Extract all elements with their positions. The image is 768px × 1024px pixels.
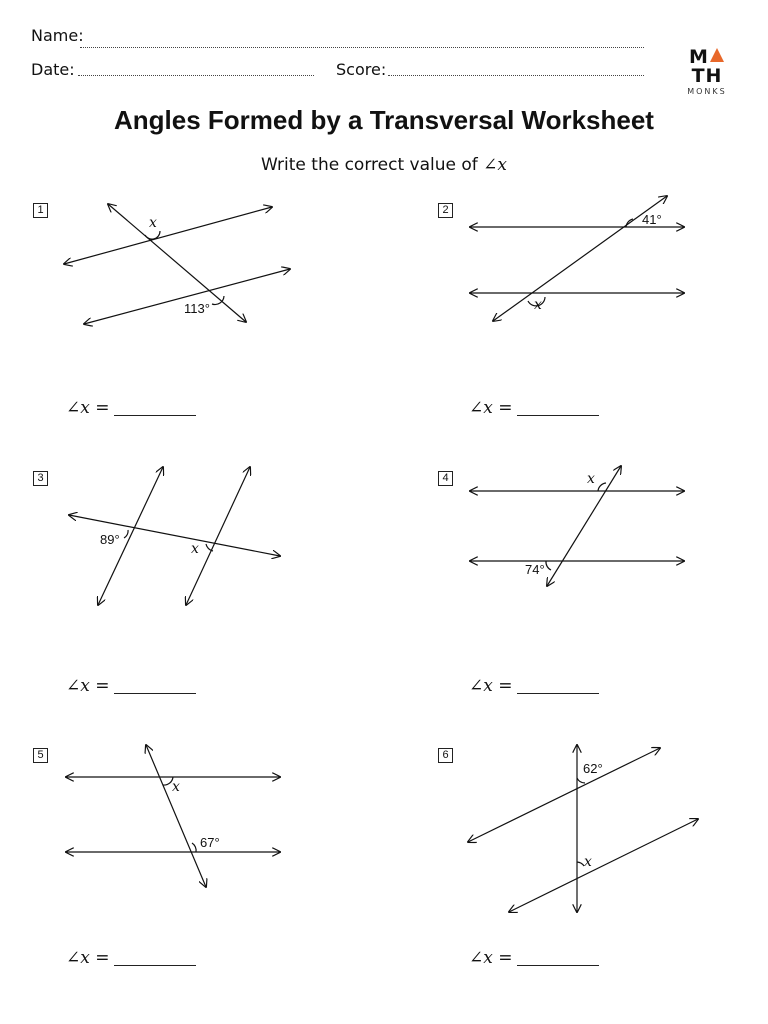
- answer-4: [469, 676, 599, 696]
- problem-4-figure: [470, 466, 684, 586]
- problem-number-1: 1: [33, 203, 48, 218]
- p4-label-x: x: [587, 471, 595, 487]
- problem-number-4: 4: [438, 471, 453, 486]
- answer-3: [66, 676, 196, 696]
- answer-4-eq: =: [492, 676, 513, 696]
- p5-label-given: 67°: [200, 835, 220, 850]
- logo-text-right: TH: [691, 65, 723, 87]
- answer-5-angle: ∠: [66, 948, 81, 968]
- answer-4-var: x: [483, 676, 493, 696]
- answer-5: [66, 948, 196, 968]
- p4-angle-arc-74: [546, 561, 551, 570]
- problem-number-2: 2: [438, 203, 453, 218]
- problem-1-figure: [64, 204, 290, 324]
- p6-label-given: 62°: [583, 761, 603, 776]
- answer-2-angle: ∠: [469, 398, 484, 418]
- logo-subtitle: MONKS: [687, 87, 727, 96]
- instruction-text: Write the correct value of: [261, 155, 478, 175]
- answer-4-blank[interactable]: [517, 693, 599, 694]
- answer-5-blank[interactable]: [114, 965, 196, 966]
- answer-3-var: x: [80, 676, 90, 696]
- answer-5-var: x: [80, 948, 90, 968]
- answer-4-angle: ∠: [469, 676, 484, 696]
- instruction-symbol: ∠x: [483, 155, 507, 175]
- p1-label-x: x: [149, 215, 157, 231]
- p2-transversal: [493, 196, 667, 321]
- p5-transversal: [146, 745, 206, 887]
- answer-3-blank[interactable]: [114, 693, 196, 694]
- answer-2: [469, 398, 599, 418]
- p5-label-x: x: [172, 779, 180, 795]
- p3-label-x: x: [191, 541, 199, 557]
- p3-label-given: 89°: [100, 532, 120, 547]
- p5-angle-arc-67: [192, 843, 196, 852]
- answer-1-var: x: [80, 398, 90, 418]
- answer-6-angle: ∠: [469, 948, 484, 968]
- answer-1-blank[interactable]: [114, 415, 196, 416]
- problem-number-3: 3: [33, 471, 48, 486]
- date-label: Date:: [31, 60, 75, 79]
- answer-6-blank[interactable]: [517, 965, 599, 966]
- answer-1-eq: =: [89, 398, 110, 418]
- p1-label-given: 113°: [184, 301, 210, 316]
- p6-line-bottom: [509, 819, 698, 912]
- logo-text-left: M: [689, 46, 709, 68]
- problem-number-6: 6: [438, 748, 453, 763]
- score-label: Score:: [336, 60, 387, 79]
- answer-6: [469, 948, 599, 968]
- p6-angle-arc-x: [577, 862, 584, 866]
- p4-angle-arc-x: [598, 483, 606, 491]
- answer-3-eq: =: [89, 676, 110, 696]
- p3-line-right: [186, 467, 250, 605]
- name-label: Name:: [31, 26, 84, 45]
- p2-label-x: x: [534, 297, 542, 313]
- p6-angle-arc-62: [577, 778, 585, 783]
- problem-5-figure: [66, 745, 280, 887]
- answer-5-eq: =: [89, 948, 110, 968]
- worksheet-title: Angles Formed by a Transversal Worksheet: [114, 105, 654, 135]
- p2-label-given: 41°: [642, 212, 662, 227]
- answer-2-blank[interactable]: [517, 415, 599, 416]
- problem-number-5: 5: [33, 748, 48, 763]
- p3-angle-arc-89: [124, 530, 128, 538]
- p4-transversal: [547, 466, 621, 586]
- answer-1: [66, 398, 196, 418]
- answer-2-eq: =: [492, 398, 513, 418]
- answer-6-var: x: [483, 948, 493, 968]
- answer-1-angle: ∠: [66, 398, 81, 418]
- answer-6-eq: =: [492, 948, 513, 968]
- answer-2-var: x: [483, 398, 493, 418]
- p6-line-top: [468, 748, 660, 842]
- p6-label-x: x: [584, 854, 592, 870]
- answer-3-angle: ∠: [66, 676, 81, 696]
- p4-label-given: 74°: [525, 562, 545, 577]
- p1-transversal: [108, 204, 246, 322]
